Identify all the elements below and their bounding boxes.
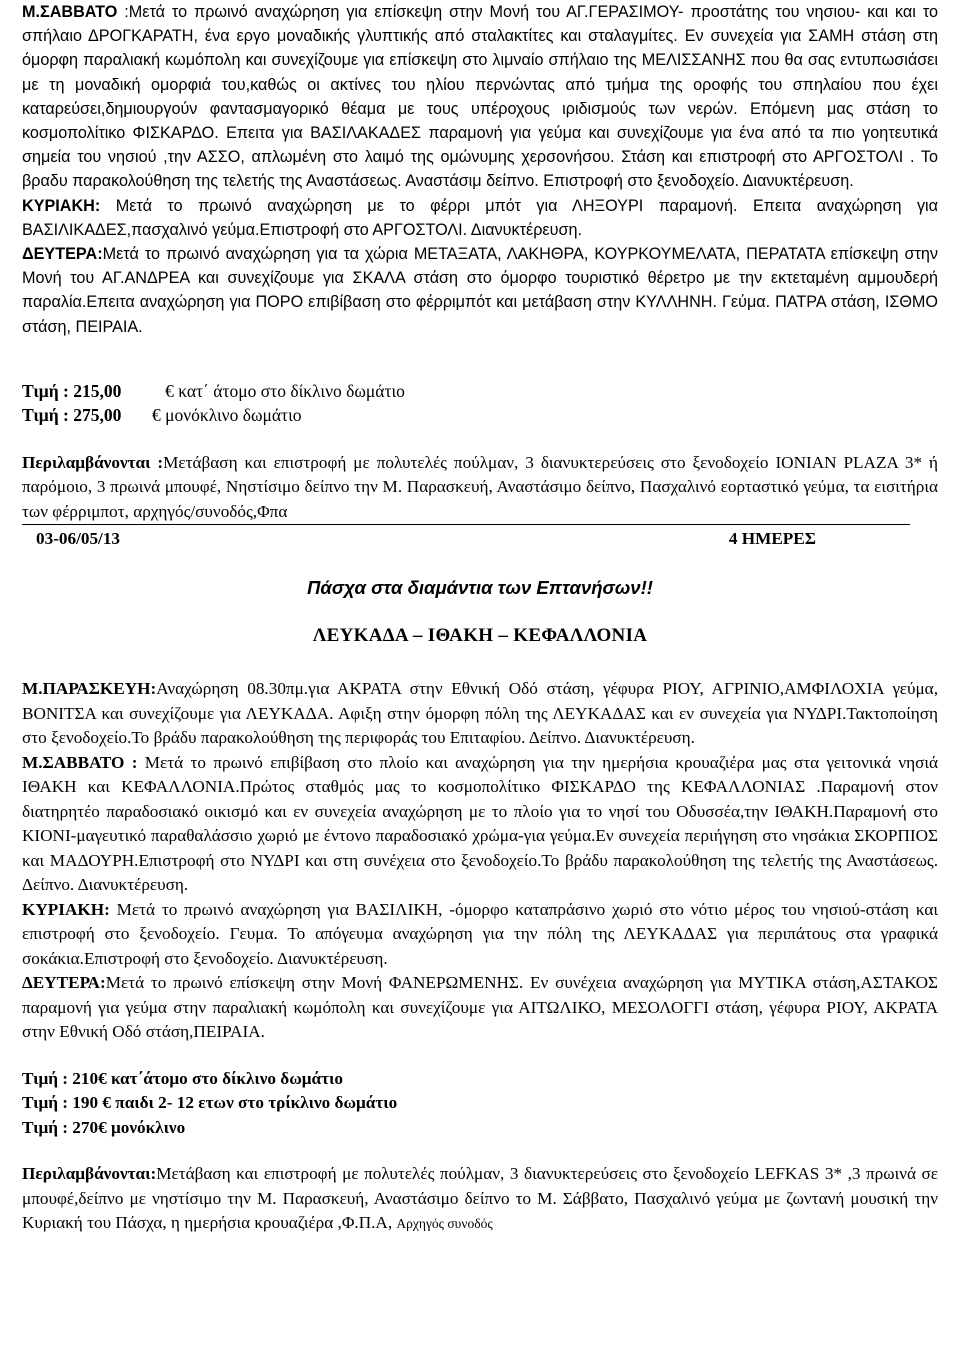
sunday-text: Μετά το πρωινό αναχώρηση για ΒΑΣΙΛΙΚΗ, -όμορφο καταπράσινο χωριό στο νότιο μέρος του νησιού-στάση και επιστροφή στο ξενοδοχείο. Γευμα. Το απόγευμα αναχώρηση για την πόλη της ΛΕΥΚΑΔΑΣ για περιπάτους στα γραφικά σοκάκια.Επιστροφή στο ξενοδοχείο. Διανυκτέρευση. bbox=[22, 899, 938, 968]
inclusions-text: Μετάβαση και επιστροφή με πολυτελές πούλμαν, 3 διανυκτερεύσεις στο ξενοδοχείο IONIAN PLAZA 3* ή παρόμοιο, 3 πρωινά μπουφέ, Νηστίσιμο δείπνο την Μ. Παρασκευή, Αναστάσιμο δείπνο, Πασχαλινό εορταστικό γεύμα, τα εισιτήρια των φέρριμποτ, αρχηγός/συνοδός,Φπα bbox=[22, 452, 938, 521]
price-single-text: € μονόκλινο δωμάτιο bbox=[151, 404, 302, 425]
tour2-price-child: Τιμή : 190 € παιδι 2- 12 ετων στο τρίκλινο δωμάτιο bbox=[22, 1093, 398, 1113]
inclusions-label: Περιλαμβάνονται : bbox=[22, 452, 164, 472]
monday-label: ΔΕΥΤΕΡΑ: bbox=[22, 973, 106, 993]
section-divider bbox=[22, 524, 910, 525]
tour2-price-double: Τιμή : 210€ κατ΄άτομο στο δίκλινο δωμάτιο bbox=[22, 1068, 343, 1088]
price-single-label: Τιμή : 275,00 bbox=[22, 404, 122, 425]
tour2-itinerary-sunday bbox=[22, 898, 938, 972]
friday-text: Αναχώρηση 08.30πμ.για ΑΚΡΑΤΑ στην Εθνική Οδό στάση, γέφυρα ΡΙΟΥ, ΑΓΡΙΝΙΟ,ΑΜΦΙΛΟΧΙΑ γεύμα, ΒΟΝΙΤΣΑ και συνεχίζουμε για ΛΕΥΚΑΔΑ. Αφιξη στην όμορφη πόλη της ΛΕΥΚΑΔΑΣ και εν συνεχεία για ΝΥΔΡΙ.Τακτοποίηση στο ξενοδοχείο.Το βράδυ παρακολούθηση της περιφοράς του Επιταφίου. Δείπνο. Διανυκτέρευση. bbox=[22, 679, 938, 748]
sunday-text: Μετά το πρωινό αναχώρηση με το φέρρι μπότ για ΛΗΞΟΥΡΙ παραμονή. Επειτα αναχώρηση για ΒΑΣΙΛΙΚΑΔΕΣ,πασχαλινό γεύμα.Επιστροφή στο ΑΡΓΟΣΤΟΛΙ. Διανυκτέρευση. bbox=[22, 196, 938, 239]
tour2-price-single: Τιμή : 270€ μονόκλινο bbox=[22, 1117, 186, 1137]
monday-text: Μετά το πρωινό αναχώρηση για τα χώρια ΜΕΤΑΞΑΤΑ, ΛΑΚΗΘΡΑ, ΚΟΥΡΚΟΥΜΕΛΑΤΑ, ΠΕΡΑΤΑΤΑ επίσκεψη στην Μονή του ΑΓ.ΑΝΔΡΕΑ και συνεχίζουμε για ΣΚΑΛΑ στάση στο όμορφο τουριστικό θέρετρο με την εκτεταμένη αμμουδερή παραλία.Επειτα αναχώρηση για ΠΟΡΟ επιβίβαση στο φέρριμπότ και μετάβαση στην ΚΥΛΛΗΝΗ. Γεύμα. ΠΑΤΡΑ στάση, ΙΣΘΜΟ στάση, ΠΕΙΡΑΙΑ. bbox=[22, 245, 938, 336]
monday-text: Μετά το πρωινό επίσκεψη στην Μονή ΦΑΝΕΡΩΜΕΝΗΣ. Εν συνέχεια αναχώρηση για ΜΥΤΙΚΑ στάση,ΑΣΤΑΚΟΣ παραμονή για γεύμα στην παραλιακή κωμόπολη και συνεχίζουμε για ΑΙΤΩΛΙΚΟ, ΜΕΣΟΛΟΓΓΙ στάση, γέφυρα ΡΙΟΥ, ΑΚΡΑΤΑ στην Εθνική Οδό στάση,ΠΕΙΡΑΙΑ. bbox=[22, 973, 938, 1042]
sunday-label: ΚΥΡΙΑΚΗ: bbox=[22, 899, 110, 919]
saturday-text: Μετά το πρωινό επιβίβαση στο πλοίο και αναχώρηση για την ημερήσια κρουαζιέρα μας στα γειτονικά νησιά ΙΘΑΚΗ και ΚΕΦΑΛΛΟΝΙΑ.Πρώτος σταθμός μας το κοσμοπολίτικο ΦΙΣΚΑΡΔΟ της ΚΕΦΑΛΛΟΝΙΑΣ .Παραμονή στον διατηρητέο παραδοσιακό οικισμό και εν συνεχεία αναχώρηση με το πλοίο για το νησί του Οδυσσέα,την ΙΘΑΚΗ.Παραμονή στο ΚΙΟΝΙ-μαγευτικό παραθαλάσσιο χωριό με έντονο παραδοσιακό χρώμα-για γεύμα.Εν συνεχεία περιήγηση στο νησάκια ΣΚΟΡΠΙΟΣ και ΜΑΔΟΥΡΗ.Επιστροφή στο ΝΥΔΡΙ και στη συνέχεια στο ξενοδοχείο.Το βράδυ παρακολούθηση της τελετής της Αναστάσεως. Δείπνο. Διανυκτέρευση. bbox=[22, 752, 938, 895]
tour2-itinerary-friday bbox=[22, 677, 938, 751]
price-double-label: Τιμή : 215,00 bbox=[22, 380, 122, 401]
tour2-days: 4 ΗΜΕΡΕΣ bbox=[728, 529, 816, 549]
inclusions-label: Περιλαμβάνονται: bbox=[22, 1164, 157, 1184]
tour2-itinerary-saturday bbox=[22, 751, 938, 898]
tour2-itinerary-monday bbox=[22, 971, 938, 1045]
friday-label: Μ.ΠΑΡΑΣΚΕΥΗ: bbox=[22, 679, 157, 699]
tour1-itinerary-saturday bbox=[22, 0, 938, 194]
tour1-itinerary-sunday bbox=[22, 194, 938, 242]
tour2-route-title: ΛΕΥΚΑΔΑ – ΙΘΑΚΗ – ΚΕΦΑΛΛΟΝΙΑ bbox=[312, 625, 648, 647]
saturday-text: :Μετά το πρωινό αναχώρηση για επίσκεψη στην Μονή του ΑΓ.ΓΕΡΑΣΙΜΟΥ- προστάτης του νησιου- και και το σπήλαιο ΔΡΟΓΚΑΡΑΤΗ, ένα εργο μοναδικής γλυπτικής από σταλακτίτες και σταλαγμίτες. Εν συνεχεία για ΣΑΜΗ στάση στη όμορφη παραλιακή κωμόπολη και συνεχίζουμε για επίσκεψη στο λιμναίο σπήλαιο της ΜΕΛΙΣΣΑΝΗΣ που θα σας εντυπωσιάσει με τη μοναδική ομορφιά του,καθώς οι ακτίνες του ηλίου περνώντας από τμήμα της οροφής του σπηλαίου που έχει καταρεύσει,δημιουργούν φαντασμαγορικό θέαμα με τους υπέροχους ιριδισμούς των νερών. Επόμενη μας στάση το κοσμοπολίτικο ΦΙΣΚΑΡΔΟ. Επειτα για ΒΑΣΙΛΑΚΑΔΕΣ παραμονή για γεύμα και συνεχίζουμε για ένα από τα πιο γοητευτικά σημεία του νησιού ,την ΑΣΣΟ, απλωμένη στο λαιμό της ομώνυμης χερσονήσου. Στάση και επιστροφή στο ΑΡΓΟΣΤΟΛΙ . Το βραδυ παρακολούθηση της τελετής της Αναστάσεως. Αναστάσιμ δείπνο. Επιστροφή στο ξενοδοχείο. Διανυκτέρευση. bbox=[22, 3, 938, 191]
inclusions-text: Μετάβαση και επιστροφή με πολυτελές πούλμαν, 3 διανυκτερεύσεις στο ξενοδοχείο LEFKAS 3* ,3 πρωινά σε μπουφέ,δείπνο με νηστίσιμο την Μ. Παρασκευή, Αναστάσιμο δείπνο το Μ. Σάββατο, Πασχαλινό γεύμα με ζωντανή μουσική την Κυριακή του Πάσχα, η ημερήσια κρουαζιέρα ,Φ.Π.Α, bbox=[22, 1164, 938, 1233]
inclusions-tail: Αρχηγός συνοδός bbox=[396, 1216, 493, 1232]
saturday-label: Μ.ΣΑΒΒΑΤΟ bbox=[22, 3, 118, 21]
tour2-dates: 03-06/05/13 bbox=[36, 529, 121, 549]
sunday-label: ΚΥΡΙΑΚΗ: bbox=[22, 196, 101, 215]
tour1-inclusions bbox=[22, 451, 938, 525]
monday-label: ΔΕΥΤΕΡΑ: bbox=[22, 245, 103, 264]
tour2-tagline: Πάσχα στα διαμάντια των Επτανήσων!! bbox=[307, 577, 653, 599]
tour1-price-single bbox=[22, 403, 938, 427]
tour1-itinerary-monday bbox=[22, 242, 938, 339]
tour1-price-double bbox=[22, 379, 938, 403]
price-double-text: € κατ΄ άτομο στο δίκλινο δωμάτιο bbox=[165, 380, 405, 401]
saturday-label: Μ.ΣΑΒΒΑΤΟ : bbox=[22, 752, 138, 772]
tour2-date-row bbox=[22, 527, 816, 551]
tour2-inclusions bbox=[22, 1162, 938, 1237]
